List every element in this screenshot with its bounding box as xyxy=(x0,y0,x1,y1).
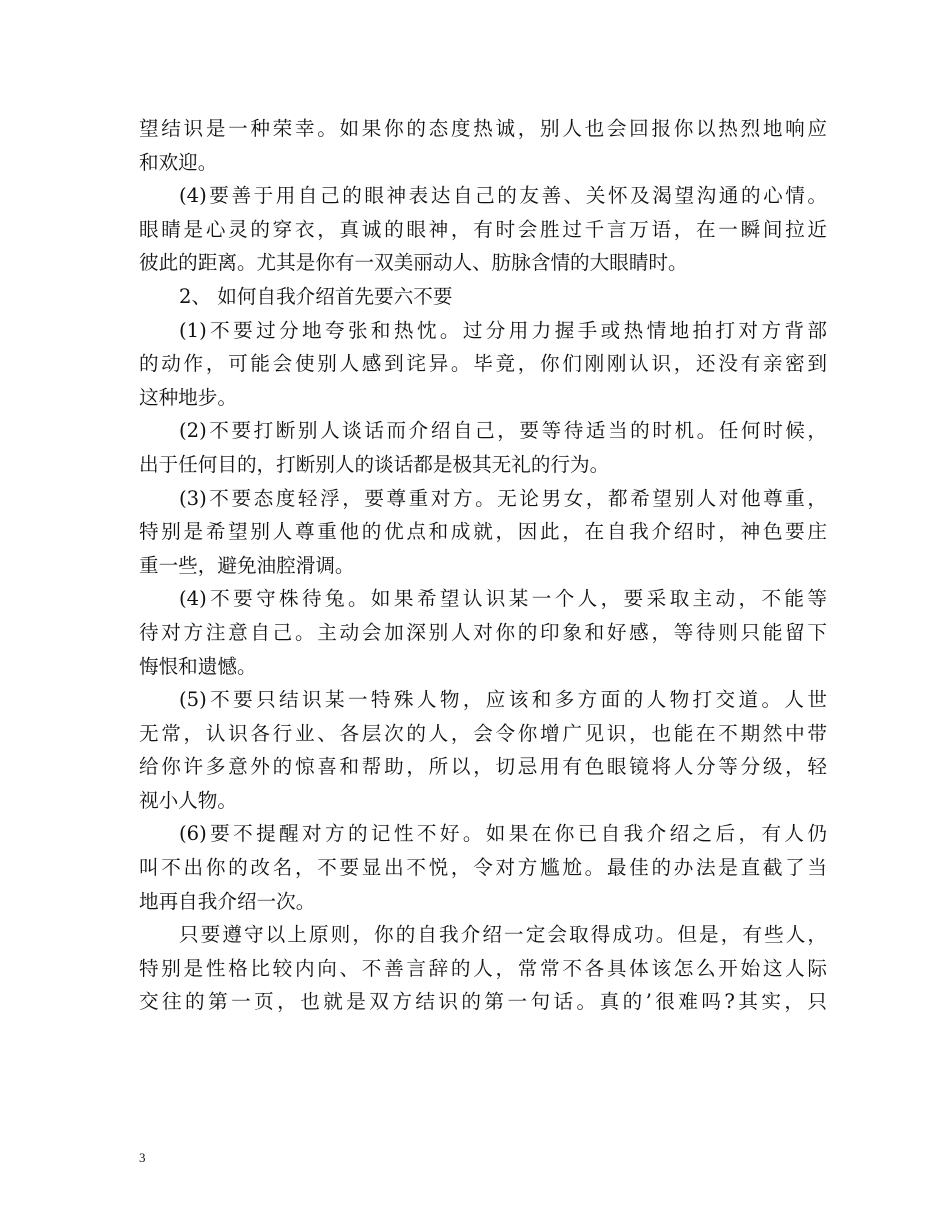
paragraph-start-line: (5)不要只结识某一特殊人物，应该和多方面的人物打交道。人世 xyxy=(179,688,827,712)
text-line: 望结识是一种荣幸。如果你的态度热诚，别人也会回报你以热烈地响应 xyxy=(139,117,827,140)
text-line: 特别是希望别人尊重他的优点和成就，因此，在自我介绍时，神色要庄 xyxy=(139,520,827,544)
text-line: 彼此的距离。尤其是你有一双美丽动人、肪脉含情的大眼睛时。 xyxy=(139,251,688,275)
paragraph-start-line: (1)不要过分地夸张和热忱。过分用力握手或热情地拍打对方背部 xyxy=(179,318,827,342)
text-line: 和欢迎。 xyxy=(139,150,218,174)
text-line: 这种地步。 xyxy=(139,385,237,409)
paragraph-start-line: (4)不要守株待兔。如果希望认识某一个人，要采取主动，不能等 xyxy=(179,587,827,611)
text-line: 交往的第一页，也就是双方结识的第一句话。真的’很难吗?其实，只 xyxy=(139,990,827,1014)
text-line: 出于任何目的，打断别人的谈话都是极其无礼的行为。 xyxy=(139,452,610,476)
text-line: 重一些，避免油腔滑调。 xyxy=(139,553,355,577)
text-line: 视小人物。 xyxy=(139,788,237,812)
text-line: 无常，认识各行业、各层次的人，会令你增广见识，也能在不期然中带 xyxy=(139,721,827,745)
text-line: 特别是性格比较内向、不善言辞的人，常常不各具体该怎么开始这人际 xyxy=(139,956,827,980)
document-body xyxy=(139,112,827,1019)
text-line: 待对方注意自己。主动会加深别人对你的印象和好感，等待则只能留下 xyxy=(139,620,827,644)
paragraph-start-line: 只要遵守以上原则，你的自我介绍一定会取得成功。但是，有些人， xyxy=(179,923,827,947)
paragraph-start-line: (3)不要态度轻浮，要尊重对方。无论男女，都希望别人对他尊重， xyxy=(179,486,827,510)
paragraph-start-line: (4)要善于用自己的眼神表达自己的友善、关怀及渴望沟通的心情。 xyxy=(179,184,827,208)
page-number: 3 xyxy=(139,1150,146,1165)
paragraph-start-line: (6)要不提醒对方的记性不好。如果在你已自我介绍之后，有人仍 xyxy=(179,822,827,846)
text-line: 叫不出你的改名，不要显出不悦，令对方尴尬。最佳的办法是直截了当 xyxy=(139,856,827,880)
text-line: 悔恨和遗憾。 xyxy=(139,654,257,678)
paragraph-start-line: (2)不要打断别人谈话而介绍自己，要等待适当的时机。任何时候， xyxy=(179,419,827,443)
section-heading: 2、 如何自我介绍首先要六不要 xyxy=(179,284,453,308)
text-line: 眼睛是心灵的穿衣，真诚的眼神，有时会胜过千言万语，在一瞬间拉近 xyxy=(139,217,827,241)
text-line: 的动作，可能会使别人感到诧异。毕竟，你们刚刚认识，还没有亲密到 xyxy=(139,352,827,376)
text-line: 地再自我介绍一次。 xyxy=(139,889,316,913)
text-line: 给你许多意外的惊喜和帮助，所以，切忌用有色眼镜将人分等分级，轻 xyxy=(139,755,827,779)
